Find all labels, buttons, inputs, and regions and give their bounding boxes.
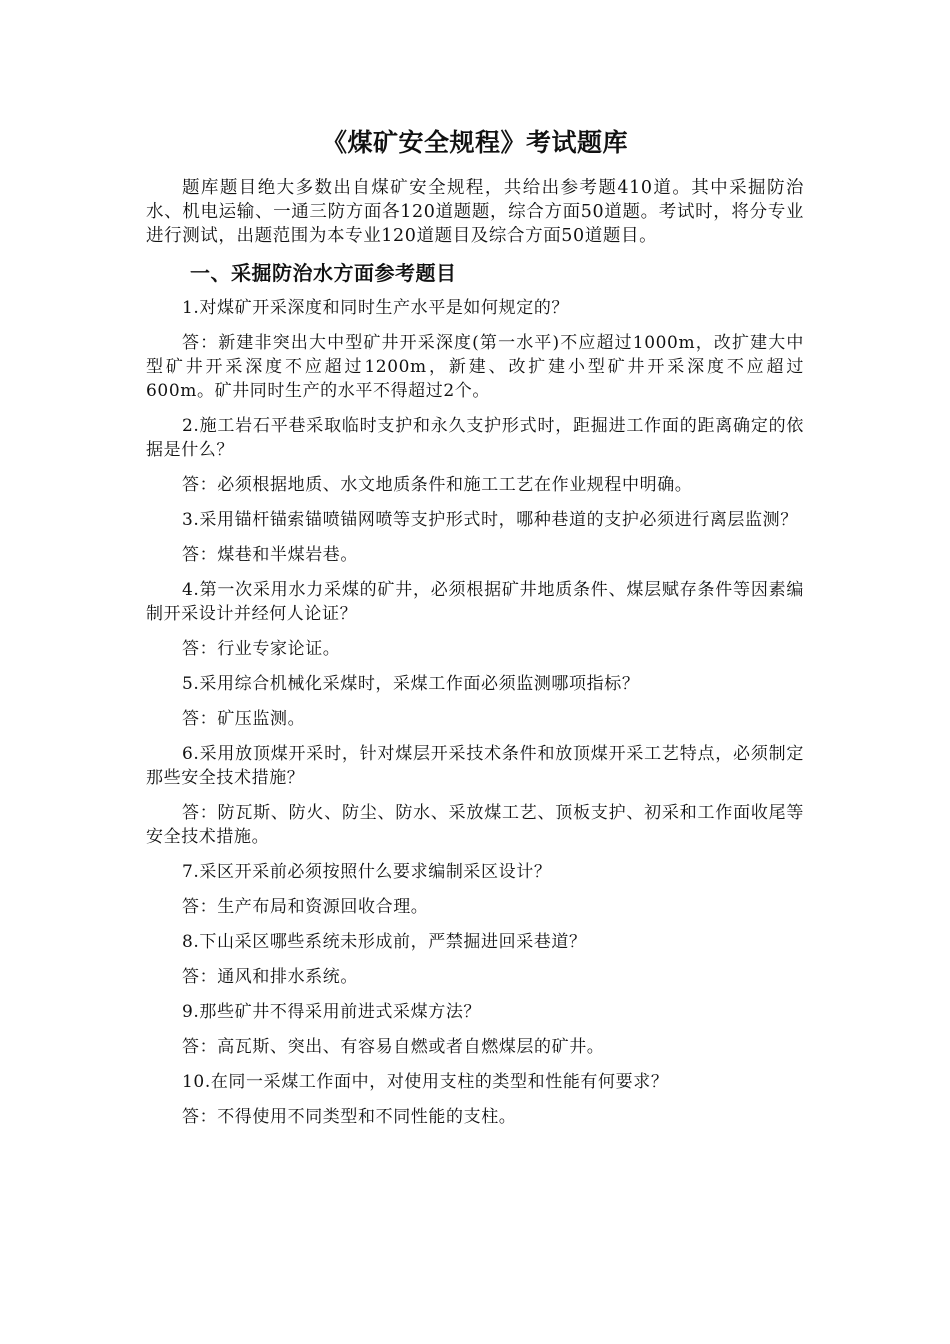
section-heading: 一、采掘防治水方面参考题目 bbox=[190, 261, 457, 285]
answer-text: 答：通风和排水系统。 bbox=[182, 967, 358, 987]
answer-text: 答：矿压监测。 bbox=[182, 709, 306, 729]
question-text: 1.对煤矿开采深度和同时生产水平是如何规定的？ bbox=[182, 298, 570, 318]
question-text: 3.采用锚杆锚索锚喷锚网喷等支护形式时，哪种巷道的支护必须进行离层监测？ bbox=[182, 510, 798, 530]
question-item-2 bbox=[146, 414, 804, 497]
intro-paragraph: 题库题目绝大多数出自煤矿安全规程，共给出参考题410道。其中采掘防治水、机电运输、一通三防方面各120道题题，综合方面50道题。考试时，将分专业进行测试，出题范围为本专业120道题目及综合方面50道题目。 bbox=[146, 178, 804, 246]
question-item-1 bbox=[146, 296, 804, 403]
answer-text: 答：行业专家论证。 bbox=[182, 639, 341, 659]
question-item-4 bbox=[146, 578, 804, 661]
answer-text: 答：不得使用不同类型和不同性能的支柱。 bbox=[182, 1107, 517, 1127]
question-text: 6.采用放顶煤开采时，针对煤层开采技术条件和放顶煤开采工艺特点，必须制定那些安全技术措施？ bbox=[146, 744, 804, 788]
document-page bbox=[146, 118, 804, 1140]
answer-text: 答：高瓦斯、突出、有容易自燃或者自燃煤层的矿井。 bbox=[182, 1037, 605, 1057]
document-title: 《煤矿安全规程》考试题库 bbox=[321, 128, 628, 157]
question-text: 5.采用综合机械化采煤时，采煤工作面必须监测哪项指标？ bbox=[182, 674, 640, 694]
question-item-9 bbox=[146, 1000, 804, 1059]
answer-text: 答：新建非突出大中型矿井开采深度(第一水平)不应超过1000m，改扩建大中型矿井开采深度不应超过1200m，新建、改扩建小型矿井开采深度不应超过600m。矿井同时生产的水平不得超过2个。 bbox=[146, 333, 804, 401]
question-item-8 bbox=[146, 930, 804, 989]
question-text: 10.在同一采煤工作面中，对使用支柱的类型和性能有何要求？ bbox=[182, 1072, 669, 1092]
answer-text: 答：防瓦斯、防火、防尘、防水、采放煤工艺、顶板支护、初采和工作面收尾等安全技术措施。 bbox=[146, 803, 804, 847]
answer-text: 答：煤巷和半煤岩巷。 bbox=[182, 545, 358, 565]
question-item-5 bbox=[146, 672, 804, 731]
question-text: 8.下山采区哪些系统未形成前，严禁掘进回采巷道？ bbox=[182, 932, 587, 952]
question-text: 9.那些矿井不得采用前进式采煤方法？ bbox=[182, 1002, 482, 1022]
question-item-6 bbox=[146, 742, 804, 849]
answer-text: 答：生产布局和资源回收合理。 bbox=[182, 897, 429, 917]
question-text: 2.施工岩石平巷采取临时支护和永久支护形式时，距掘进工作面的距离确定的依据是什么？ bbox=[146, 416, 804, 460]
question-text: 7.采区开采前必须按照什么要求编制采区设计？ bbox=[182, 862, 552, 882]
answer-text: 答：必须根据地质、水文地质条件和施工工艺在作业规程中明确。 bbox=[182, 475, 693, 495]
question-text: 4.第一次采用水力采煤的矿井，必须根据矿井地质条件、煤层赋存条件等因素编制开采设计并经何人论证？ bbox=[146, 580, 804, 624]
question-item-3 bbox=[146, 508, 804, 567]
question-item-10 bbox=[146, 1070, 804, 1129]
question-item-7 bbox=[146, 860, 804, 919]
question-list bbox=[146, 296, 804, 1129]
